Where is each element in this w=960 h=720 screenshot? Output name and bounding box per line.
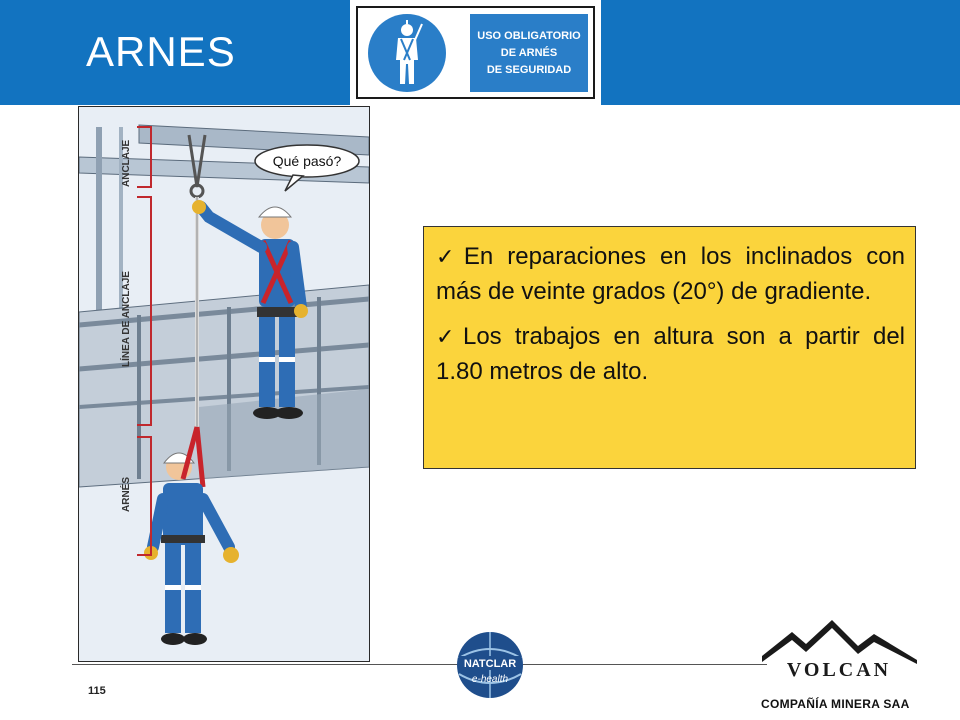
bullet-text: En reparaciones en los inclinados con más de veinte grados (20°) de gradiente. <box>436 243 906 305</box>
natclar-logo <box>455 630 525 700</box>
natclar-logo-subtext: e-health <box>471 674 509 685</box>
safety-sign-text-panel <box>470 14 588 92</box>
volcan-logo-text: VOLCAN <box>786 659 892 678</box>
info-box <box>423 226 916 469</box>
sign-text-line: USO OBLIGATORIO <box>477 29 581 42</box>
harness-illustration <box>78 106 370 662</box>
footer-divider <box>72 664 767 665</box>
bullet-text: Los trabajos en altura son a partir del 1.80 metros de alto. <box>436 323 906 385</box>
speech-bubble-text: Qué pasó? <box>272 153 342 169</box>
page-number: 115 <box>88 685 106 697</box>
sign-text-line: DE SEGURIDAD <box>486 63 572 76</box>
checkmark-icon: ✓ <box>436 244 462 269</box>
sign-text-line: DE ARNÉS <box>500 46 558 59</box>
label-anchor-line: LÍNEA DE ANCLAJE <box>121 271 132 367</box>
bullet-item <box>436 239 905 309</box>
harness-person-icon <box>368 14 446 92</box>
label-harness: ARNÉS <box>121 476 132 512</box>
company-name: COMPAÑÍA MINERA SAA <box>761 697 910 711</box>
safety-sign-border <box>356 6 595 99</box>
natclar-logo-text: NATCLAR <box>463 658 517 670</box>
slide-title: ARNES <box>86 28 236 75</box>
safety-sign <box>350 0 601 105</box>
label-anchor: ANCLAJE <box>121 139 132 187</box>
volcan-logo <box>762 618 917 678</box>
checkmark-icon: ✓ <box>436 324 461 349</box>
bullet-item <box>436 319 905 389</box>
